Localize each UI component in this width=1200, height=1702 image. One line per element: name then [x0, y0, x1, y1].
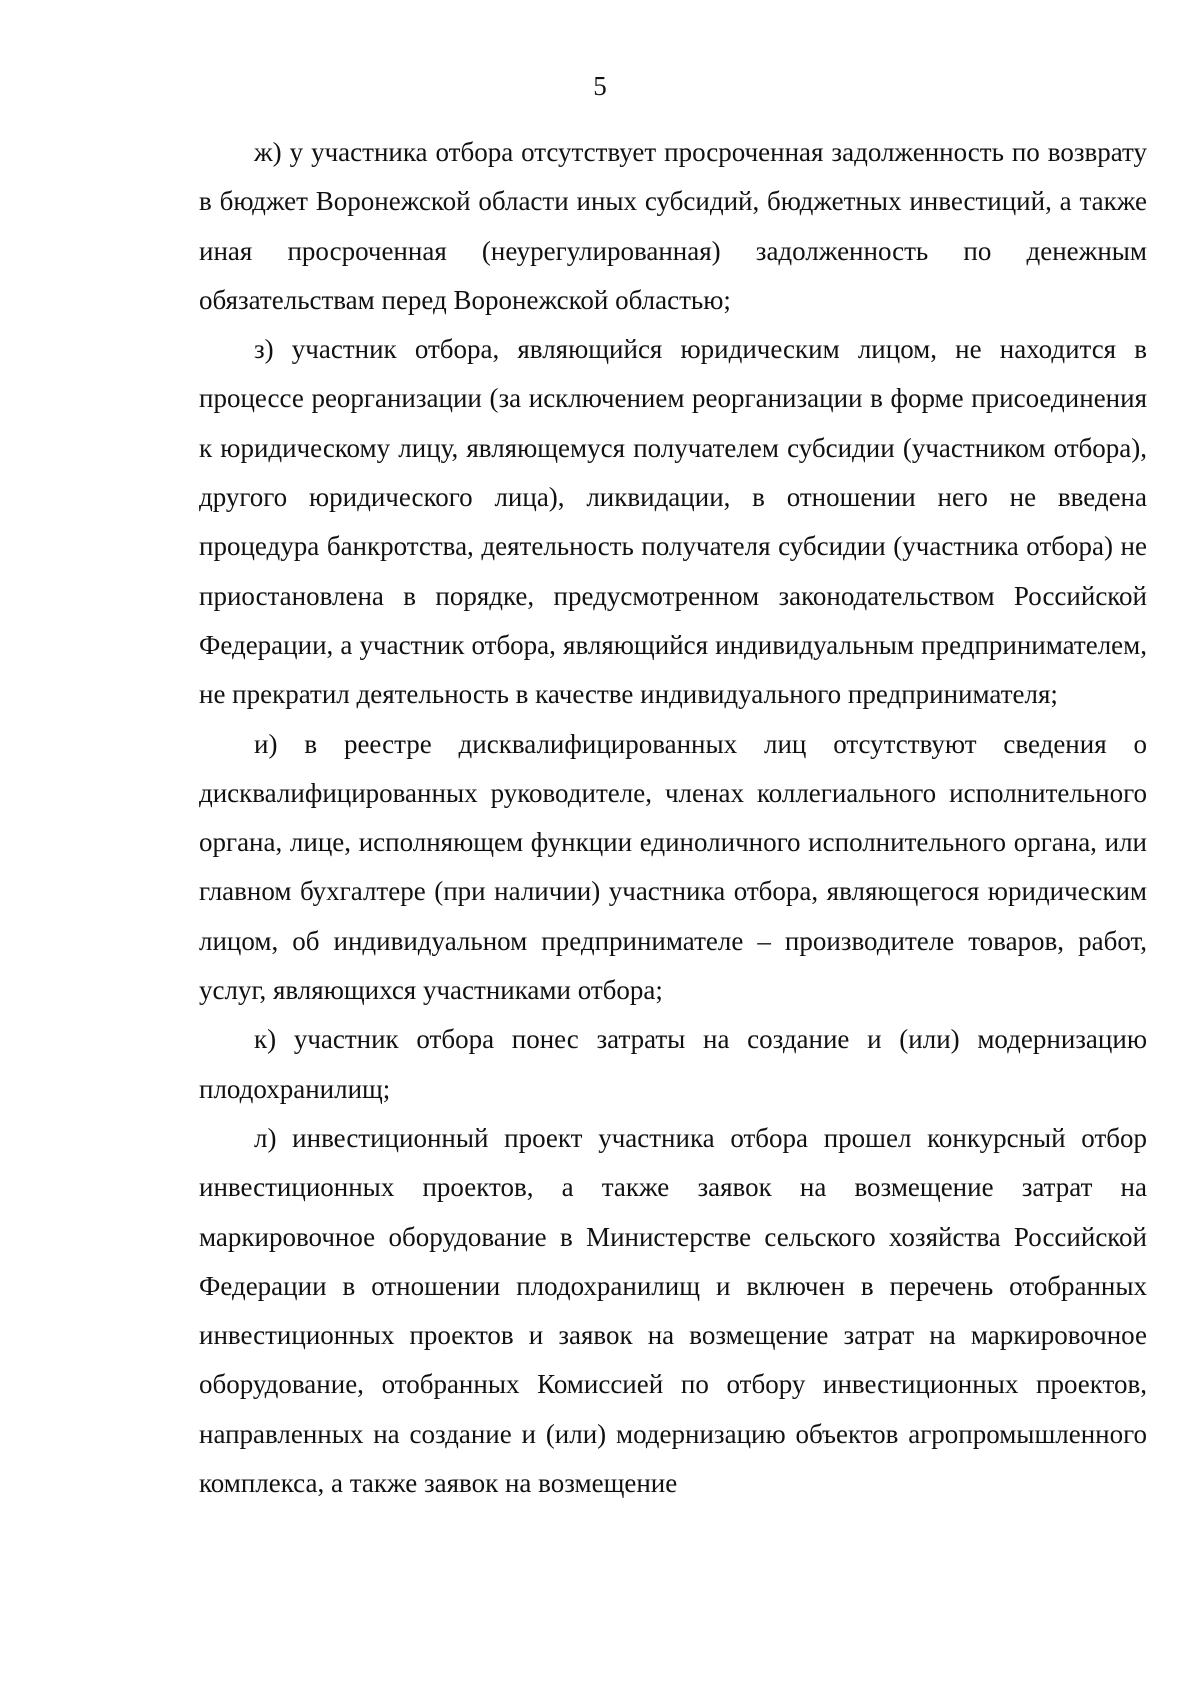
paragraph-zh: ж) у участника отбора отсутствует просроченная задолженность по возврату в бюджет Воронежской области иных субсидий, бюджетных инвестиций, а также иная просроченная (неурегулированная) задолженность по денежным обязательствам перед Воронежской областью;	[199, 137, 1147, 315]
paragraph-i: и) в реестре дисквалифицированных лиц отсутствуют сведения о дисквалифицированных руководителе, членах коллегиального исполнительного органа, лице, исполняющем функции единоличного исполнительного органа, или главном бухгалтере (при наличии) участника отбора, являющегося юридическим лицом, об индивидуальном предпринимателе – производителе товаров, работ, услуг, являющихся участниками отбора;	[199, 728, 1147, 1006]
paragraph-z: з) участник отбора, являющийся юридическим лицом, не находится в процессе реорганизации (за исключением реорганизации в форме присоединения к юридическому лицу, являющемуся получателем субсидии (участником отбора), другого юридического лица), ликвидации, в отношении него не введена процедура банкротства, деятельность получателя субсидии (участника отбора) не приостановлена в порядке, предусмотренном законодательством Российской Федерации, а участник отбора, являющийся индивидуальным предпринимателем, не прекратил деятельность в качестве индивидуального предпринимателя;	[199, 334, 1147, 710]
paragraph-l: л) инвестиционный проект участника отбора прошел конкурсный отбор инвестиционных проектов, а также заявок на возмещение затрат на маркировочное оборудование в Министерстве сельского хозяйства Российской Федерации в отношении плодохранилищ и включен в перечень отобранных инвестиционных проектов и заявок на возмещение затрат на маркировочное оборудование, отобранных Комиссией по отбору инвестиционных проектов, направленных на создание и (или) модернизацию объектов агропромышленного комплекса, а также заявок на возмещение	[199, 1122, 1147, 1499]
paragraph-k: к) участник отбора понес затраты на создание и (или) модернизацию плодохранилищ;	[199, 1024, 1147, 1104]
page-number: 5	[593, 71, 607, 101]
body-text	[199, 128, 1147, 1508]
